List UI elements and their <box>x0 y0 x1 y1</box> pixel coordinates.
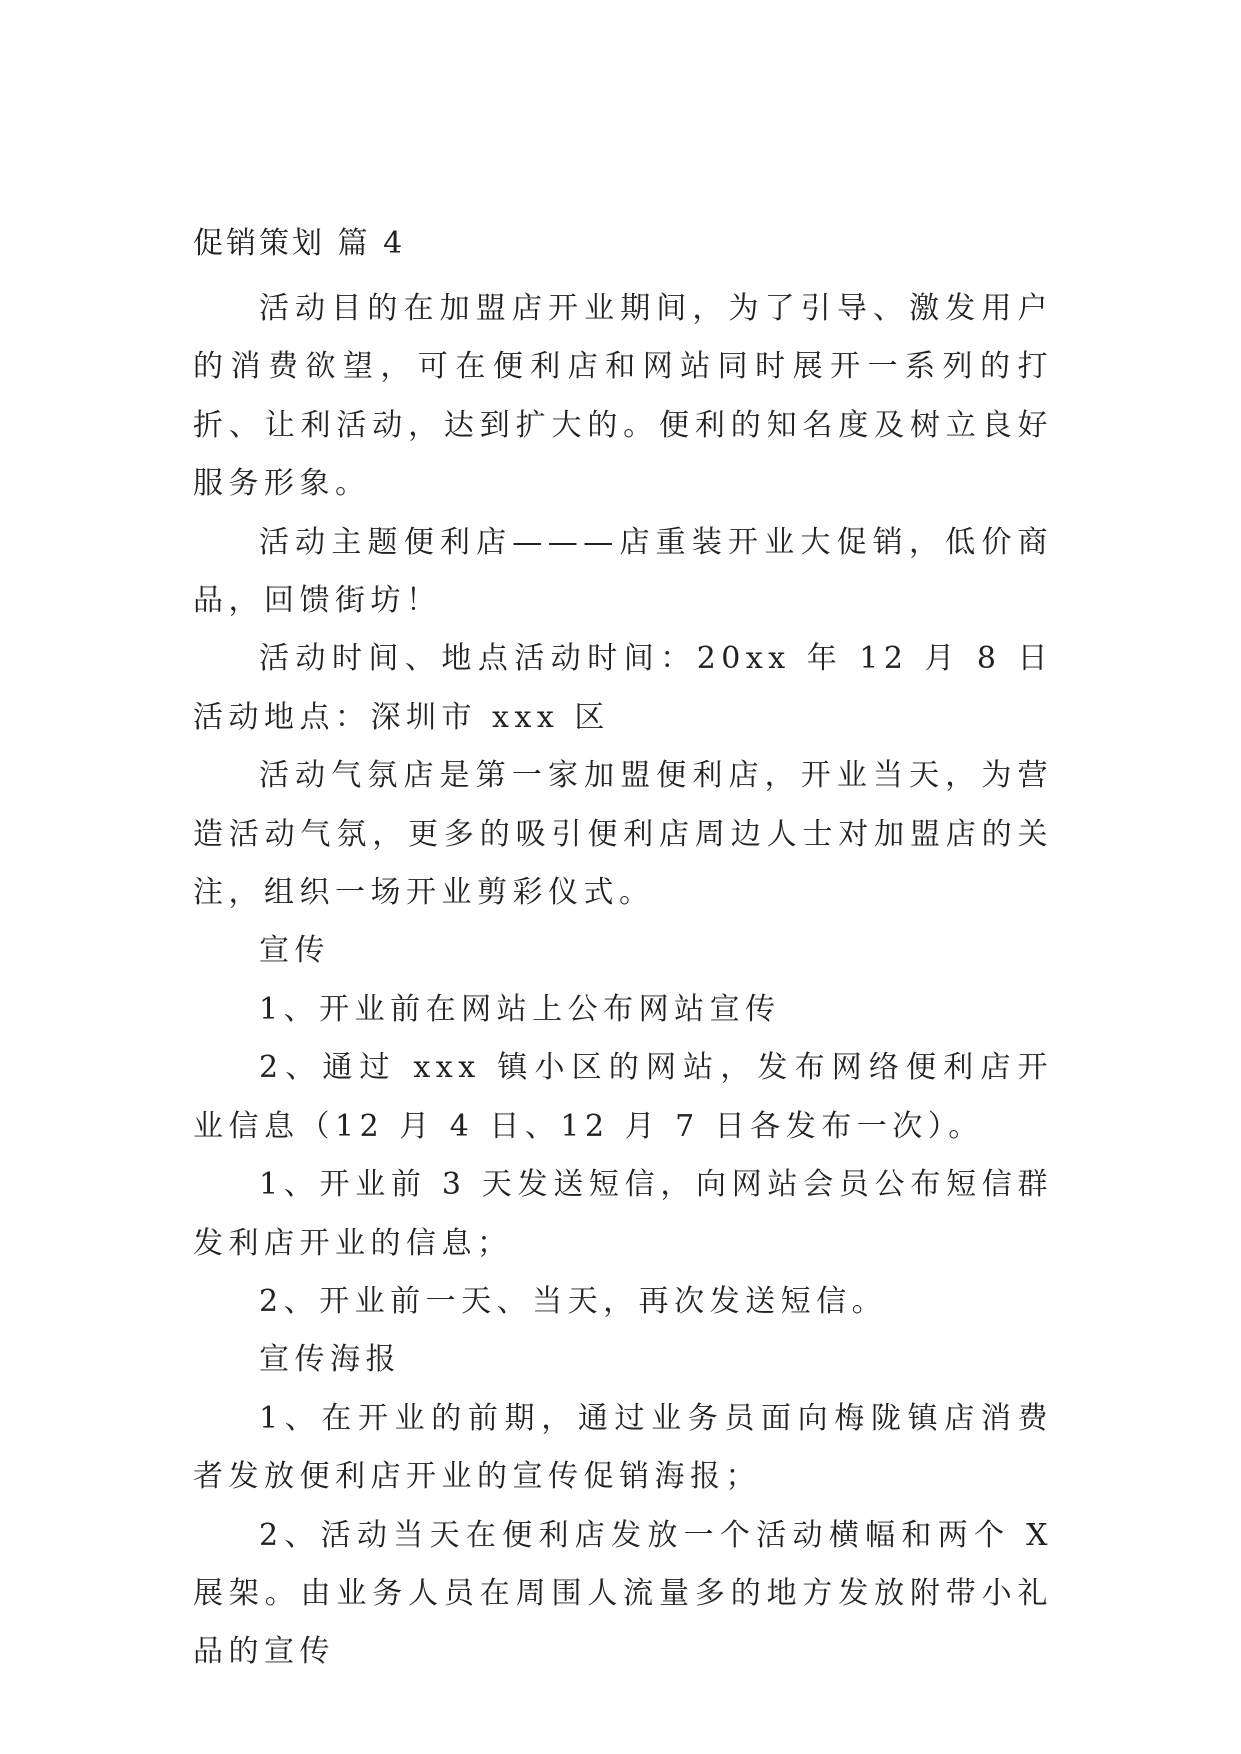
document-title: 促销策划 篇 4 <box>193 226 406 261</box>
section-heading-poster: 宣传海报 <box>259 1342 401 1378</box>
list-item: 1、在开业的前期，通过业务员面向梅陇镇店消费者发放便利店开业的宣传促销海报； <box>193 1400 1053 1495</box>
section-heading-promotion: 宣传 <box>259 933 330 969</box>
list-item: 2、活动当天在便利店发放一个活动横幅和两个 X 展架。由业务人员在周围人流量多的地方发放附带小礼品的宣传 <box>193 1517 1053 1670</box>
list-item: 1、开业前 3 天发送短信，向网站会员公布短信群发利店开业的信息； <box>193 1167 1053 1261</box>
paragraph-atmosphere: 活动气氛店是第一家加盟便利店，开业当天，为营造活动气氛，更多的吸引便利店周边人士对加盟店的关注，组织一场开业剪彩仪式。 <box>193 758 1053 911</box>
paragraph-theme: 活动主题便利店———店重装开业大促销，低价商品，回馈街坊！ <box>193 524 1053 619</box>
paragraph-time-place: 活动时间、地点活动时间：20xx 年 12 月 8 日活动地点：深圳市 xxx 区 <box>193 641 1053 735</box>
document-body <box>193 280 1053 1682</box>
list-item: 2、通过 xxx 镇小区的网站，发布网络便利店开业信息（12 月 4 日、12 月 7 日各发布一次）。 <box>193 1050 1053 1144</box>
list-item: 1、开业前在网站上公布网站宣传 <box>259 991 781 1027</box>
list-item: 2、开业前一天、当天，再次发送短信。 <box>259 1283 888 1319</box>
paragraph-purpose: 活动目的在加盟店开业期间，为了引导、激发用户的消费欲望，可在便利店和网站同时展开一系列的打折、让利活动，达到扩大的。便利的知名度及树立良好服务形象。 <box>193 291 1053 502</box>
